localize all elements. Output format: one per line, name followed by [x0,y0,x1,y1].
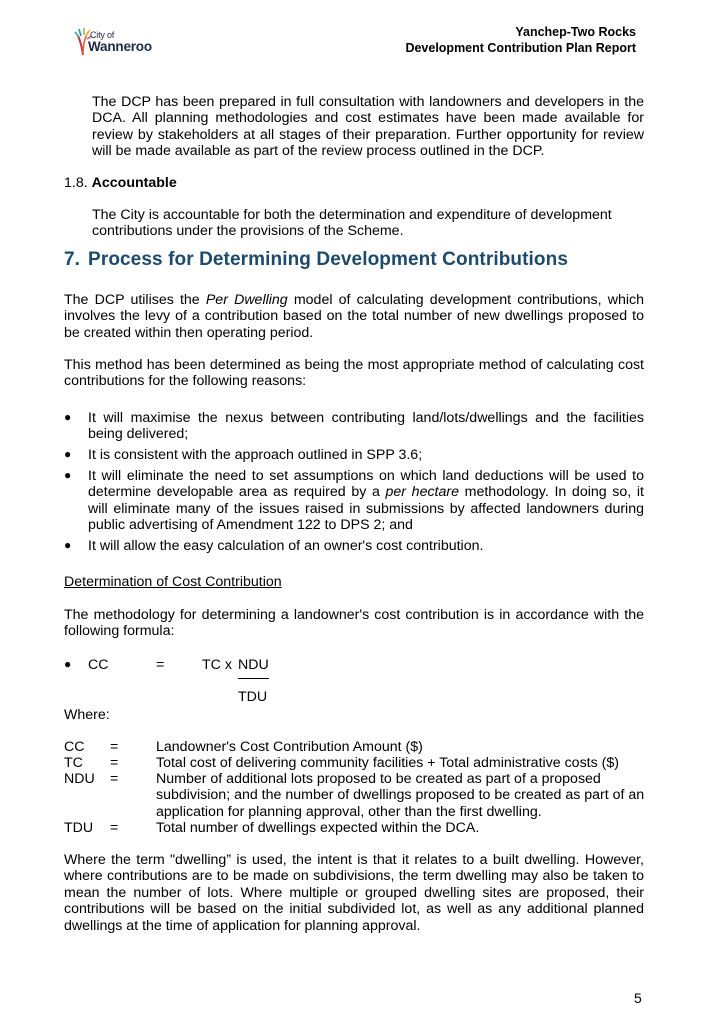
definition-row [64,739,654,755]
reason-bullet-4 [64,538,644,554]
bullet-icon: ● [64,468,72,482]
definition-equals: = [110,820,119,836]
bullet-text: It will allow the easy calculation of an owner's cost contribution. [88,538,484,554]
bullet-icon: ● [64,657,72,671]
header-title-line1: Yanchep-Two Rocks [515,25,636,39]
per-hectare-italic: per hectare [385,484,459,501]
definition-equals: = [110,739,119,755]
reason-bullet-2 [64,447,644,463]
formula-equals: = [156,657,165,673]
formula-lhs: CC [88,657,109,673]
section-7-heading [64,249,568,271]
bullet-text-part: methodology. In doing so, it will eliminate many of the issues raised in submissions by affected landowners during public advertising of Amendment 122 to DPS 2; and [88,484,644,534]
section-1-8-body: The City is accountable for both the determination and expenditure of development contributions under the provisions of the Scheme. [92,207,612,240]
section-7-number: 7. [64,249,81,270]
definition-row [64,771,654,820]
para1-text-cont: model of calculating development contributions, which involves the levy of a contribution based on the total number of new dwellings proposed to be created within then operating period. [64,292,645,341]
bullet-icon: ● [64,538,72,552]
para1-text: The DCP utilises the [64,292,206,308]
section-7-paragraph-4: Where the term "dwelling” is used, the intent is that it relates to a built dwelling. However, where contributions are to be made on subdivisions, the term dwelling may also be taken to mean the number of lots. Where multiple or grouped dwelling sites are proposed, their contributions will be based on the initial subdivided lot, as well as any additional planned dwellings at the time of application for planning approval. [64,852,644,934]
reason-bullet-1 [64,410,644,443]
section-7-paragraph-3: The methodology for determining a landowner's cost contribution is in accordance with the following formula: [64,607,644,640]
document-header [405,24,636,56]
formula-denominator: TDU [238,689,268,705]
definition-equals: = [110,771,119,787]
bullet-text-part: It will eliminate the need to set assumptions on which land deductions will be used to determine developable area as required by a [88,468,644,501]
section-7-paragraph-1 [64,292,644,341]
definition-value: Landowner's Cost Contribution Amount ($) [156,739,423,755]
definition-value: Number of additional lots proposed to be created as part of a proposed subdivision; and the number of dwellings proposed to be created as part of an application for planning approval, other than the first dwelling. [156,771,645,820]
bullet-icon: ● [64,447,72,461]
fraction-bar [238,678,269,679]
section-1-8-heading [64,175,177,191]
logo-line2: Wanneroo [88,39,152,54]
definition-key: NDU [64,771,95,787]
bullet-text: It will maximise the nexus between contributing land/lots/dwellings and the facilities being delivered; [88,410,644,443]
cost-contribution-subheading: Determination of Cost Contribution [64,574,282,590]
definition-key: TC [64,755,83,771]
definition-key: TDU [64,820,94,836]
definition-equals: = [110,755,119,771]
logo-line1: City of [90,30,115,40]
definition-key: CC [64,739,85,755]
city-of-wanneroo-logo [74,26,164,60]
section-1-8-title: Accountable [91,175,177,191]
page-number: 5 [634,990,642,1006]
section-7-paragraph-2: This method has been determined as being the most appropriate method of calculating cost contributions for the following reasons: [64,357,644,390]
bullet-icon: ● [64,410,72,424]
formula-numerator: NDU [238,657,269,673]
where-label: Where: [64,707,110,723]
intro-paragraph: The DCP has been prepared in full consultation with landowners and developers in the DCA. All planning methodologies and cost estimates have been made available for review by stakeholders at all stages of their preparation. Further opportunity for review will be made available as part of the review process outlined in the DCP. [92,94,644,160]
reason-bullet-3 [64,468,644,534]
per-dwelling-italic: Per Dwelling [205,292,288,308]
definition-row [64,755,654,771]
definition-row [64,820,654,836]
header-title-line2: Development Contribution Plan Report [405,41,636,55]
formula-numerator-prefix: TC x [202,657,232,673]
section-7-title: Process for Determining Development Contributions [88,249,569,270]
cost-contribution-formula [64,657,464,707]
definition-value: Total number of dwellings expected within the DCA. [156,820,480,836]
bullet-text: It is consistent with the approach outlined in SPP 3.6; [88,447,423,463]
section-1-8-number: 1.8. [64,175,88,191]
definition-value: Total cost of delivering community facilities + Total administrative costs ($) [156,755,619,771]
bullet-text [88,468,644,534]
